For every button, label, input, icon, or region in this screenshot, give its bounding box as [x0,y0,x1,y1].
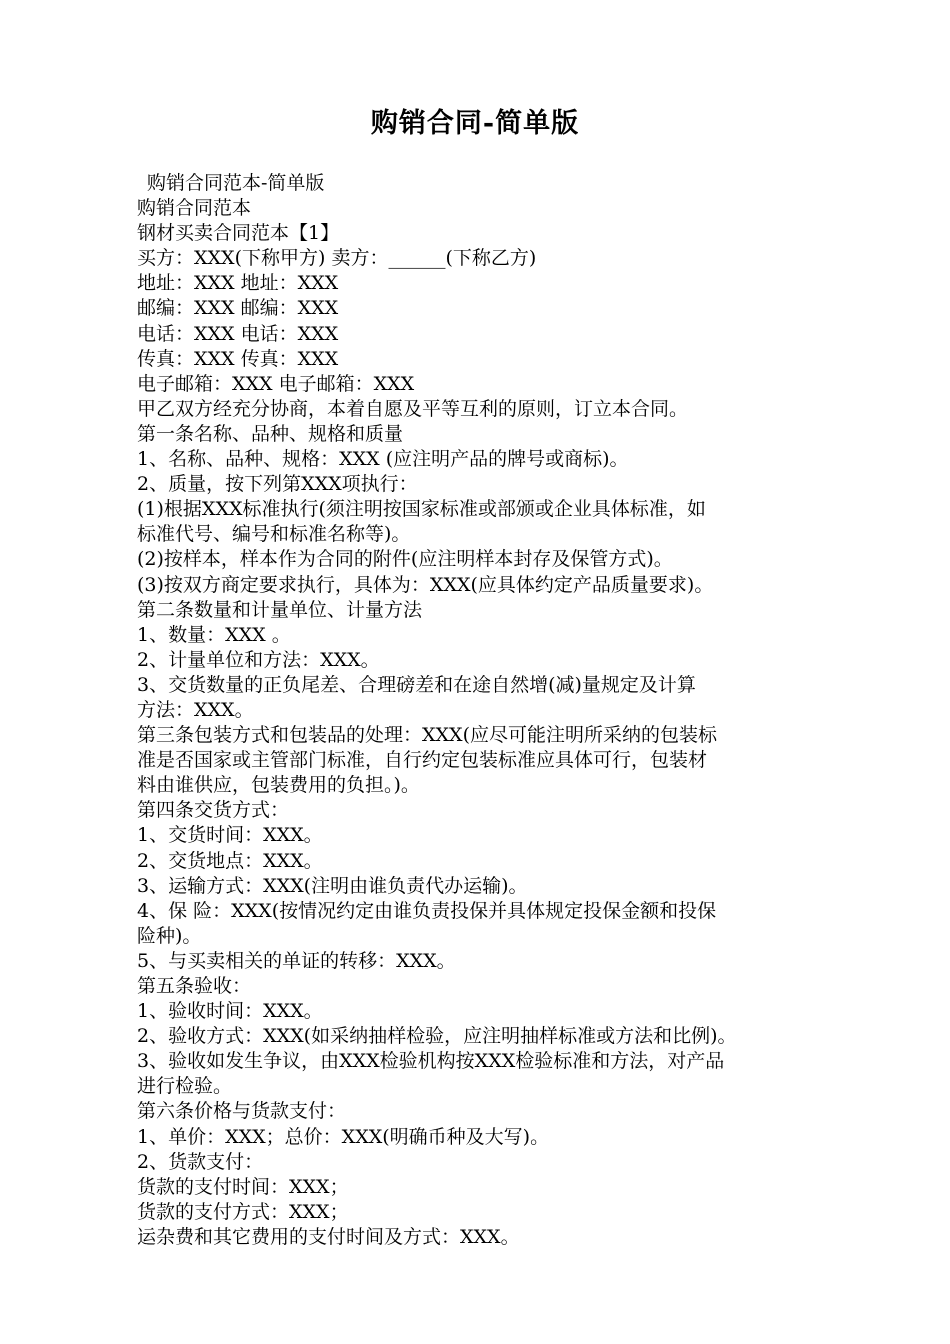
document-body [137,171,817,1250]
document-line: 料由谁供应，包装费用的负担。)。 [137,774,420,797]
document-line: 1、数量：XXX 。 [137,623,291,646]
document-line: 钢材买卖合同范本【1】 [137,222,340,245]
document-line: 货款的支付方式：XXX； [137,1200,349,1223]
document-line: 进行检验。 [137,1075,233,1098]
document-line: 传真：XXX 传真：XXX [137,347,339,370]
document-line: 2、货款支付： [137,1150,264,1173]
document-line: 1、交货时间：XXX。 [137,824,323,847]
document-line: 购销合同范本-简单版 [147,172,325,194]
document-line: 险种)。 [137,924,202,947]
document-line: 3、交货数量的正负尾差、合理磅差和在途自然增(减)量规定及计算 [137,673,696,696]
document-line: 第二条数量和计量单位、计量方法 [137,598,423,621]
document-line: 电子邮箱：XXX 电子邮箱：XXX [137,372,415,395]
document-line: 3、验收如发生争议，由XXX检验机构按XXX检验标准和方法，对产品 [137,1050,725,1073]
document-line: (2)按样本，样本作为合同的附件(应注明样本封存及保管方式)。 [137,548,673,571]
document-title: 购销合同-简单版 [370,108,580,139]
document-line: 1、单价：XXX；总价：XXX(明确币种及大写)。 [137,1125,550,1148]
document-line: 1、验收时间：XXX。 [137,1000,323,1023]
document-line: 第五条验收： [137,975,252,997]
document-line: 2、交货地点：XXX。 [137,849,323,872]
document-line: 5、与买卖相关的单证的转移：XXX。 [137,949,456,972]
document-line: 方法：XXX。 [137,698,254,721]
document-line: 标准代号、编号和标准名称等)。 [137,523,411,546]
document-line: 电话：XXX 电话：XXX [137,322,339,345]
document-line: 第四条交货方式： [137,799,290,822]
document-line: 2、计量单位和方法：XXX。 [137,648,380,671]
document-line: (3)按双方商定要求执行，具体为：XXX(应具体约定产品质量要求)。 [137,573,714,596]
document-line: (1)根据XXX标准执行(须注明按国家标准或部颁或企业具体标准，如 [137,498,706,521]
document-line: 4、保 险：XXX(按情况约定由谁负责投保并具体规定投保金额和投保 [137,899,717,922]
document-line: 第一条名称、品种、规格和质量 [137,422,404,445]
document-line: 邮编：XXX 邮编：XXX [137,297,339,320]
document-line: 地址：XXX 地址：XXX [137,272,339,295]
document-line: 1、名称、品种、规格：XXX (应注明产品的牌号或商标)。 [137,448,629,471]
document-line: 2、验收方式：XXX(如采纳抽样检验，应注明抽样标准或方法和比例)。 [137,1025,737,1048]
document-line: 2、质量，按下列第XXX项执行： [137,473,418,496]
document-line: 3、运输方式：XXX(注明由谁负责代办运输)。 [137,874,528,897]
document-line: 第六条价格与货款支付： [137,1100,347,1123]
document-line: 第三条包装方式和包装品的处理：XXX(应尽可能注明所采纳的包装标 [137,724,717,747]
document-line: 购销合同范本 [137,197,252,220]
document-line: 买方：XXX(下称甲方) 卖方：______(下称乙方) [137,247,537,270]
document-line: 货款的支付时间：XXX； [137,1175,349,1198]
document-line: 运杂费和其它费用的支付时间及方式：XXX。 [137,1225,520,1248]
document-line: 准是否国家或主管部门标准，自行约定包装标准应具体可行，包装材 [137,749,708,772]
document-line: 甲乙双方经充分协商，本着自愿及平等互利的原则，订立本合同。 [137,397,689,420]
